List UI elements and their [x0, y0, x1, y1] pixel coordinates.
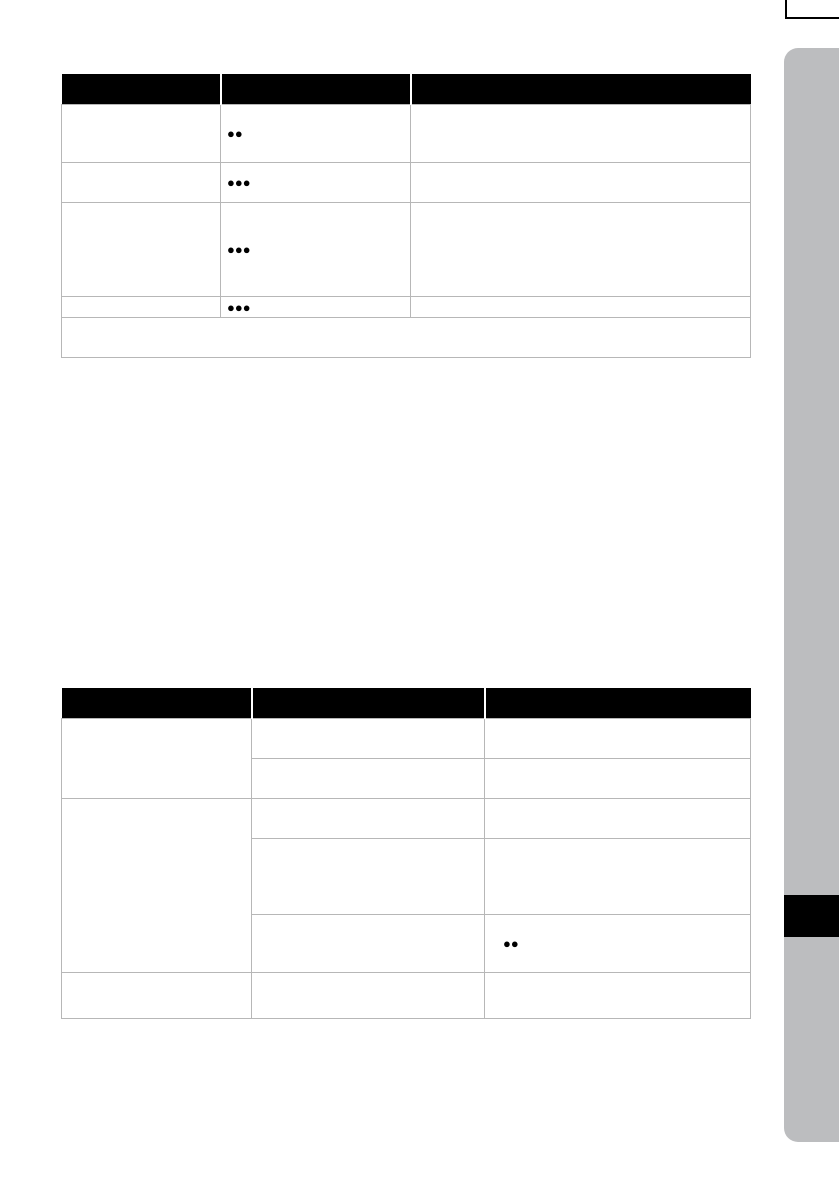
table-row [62, 105, 751, 163]
rating-dots: ●● [485, 915, 751, 973]
table-cell [62, 105, 221, 163]
rating-dots: ●●● [221, 203, 411, 297]
table-row [62, 297, 751, 318]
table-cell [411, 163, 751, 203]
group-label [62, 973, 252, 1019]
table-cell [252, 839, 485, 915]
table-cell [62, 297, 221, 318]
table-bottom-header-row [62, 688, 751, 719]
table-cell [252, 973, 485, 1019]
table-row [62, 163, 751, 203]
table-row [62, 799, 751, 839]
table-cell [411, 297, 751, 318]
table-footnote-row [62, 318, 751, 358]
crop-mark-horizontal [786, 17, 839, 19]
table-cell [485, 839, 751, 915]
group-label [62, 719, 252, 799]
table-top-header-col3 [411, 74, 751, 105]
table-cell [411, 105, 751, 163]
table-bottom-header-col2 [252, 688, 485, 719]
table-row [62, 719, 751, 759]
table-top-header-col1 [62, 74, 221, 105]
rating-dots: ●●● [221, 297, 411, 318]
table-cell [252, 759, 485, 799]
chapter-marker [784, 895, 839, 937]
table-footnote [62, 318, 751, 358]
table-top [61, 74, 751, 358]
table-cell [252, 799, 485, 839]
table-top-header-row [62, 74, 751, 105]
table-bottom-header-col3 [485, 688, 751, 719]
table-top-header-col2 [221, 74, 411, 105]
rating-dots: ●● [221, 105, 411, 163]
group-label [62, 799, 252, 973]
table-bottom [61, 688, 751, 1019]
table-cell [485, 973, 751, 1019]
chapter-side-tab [784, 48, 839, 1142]
table-cell [252, 719, 485, 759]
rating-dots: ●●● [221, 163, 411, 203]
crop-mark-vertical [785, 0, 787, 19]
table-cell [485, 719, 751, 759]
table-cell [62, 163, 221, 203]
table-bottom-header-col1 [62, 688, 252, 719]
table-row [62, 973, 751, 1019]
table-cell [62, 203, 221, 297]
table-cell [411, 203, 751, 297]
table-cell [252, 915, 485, 973]
table-row [62, 203, 751, 297]
table-cell [485, 799, 751, 839]
table-cell [485, 759, 751, 799]
